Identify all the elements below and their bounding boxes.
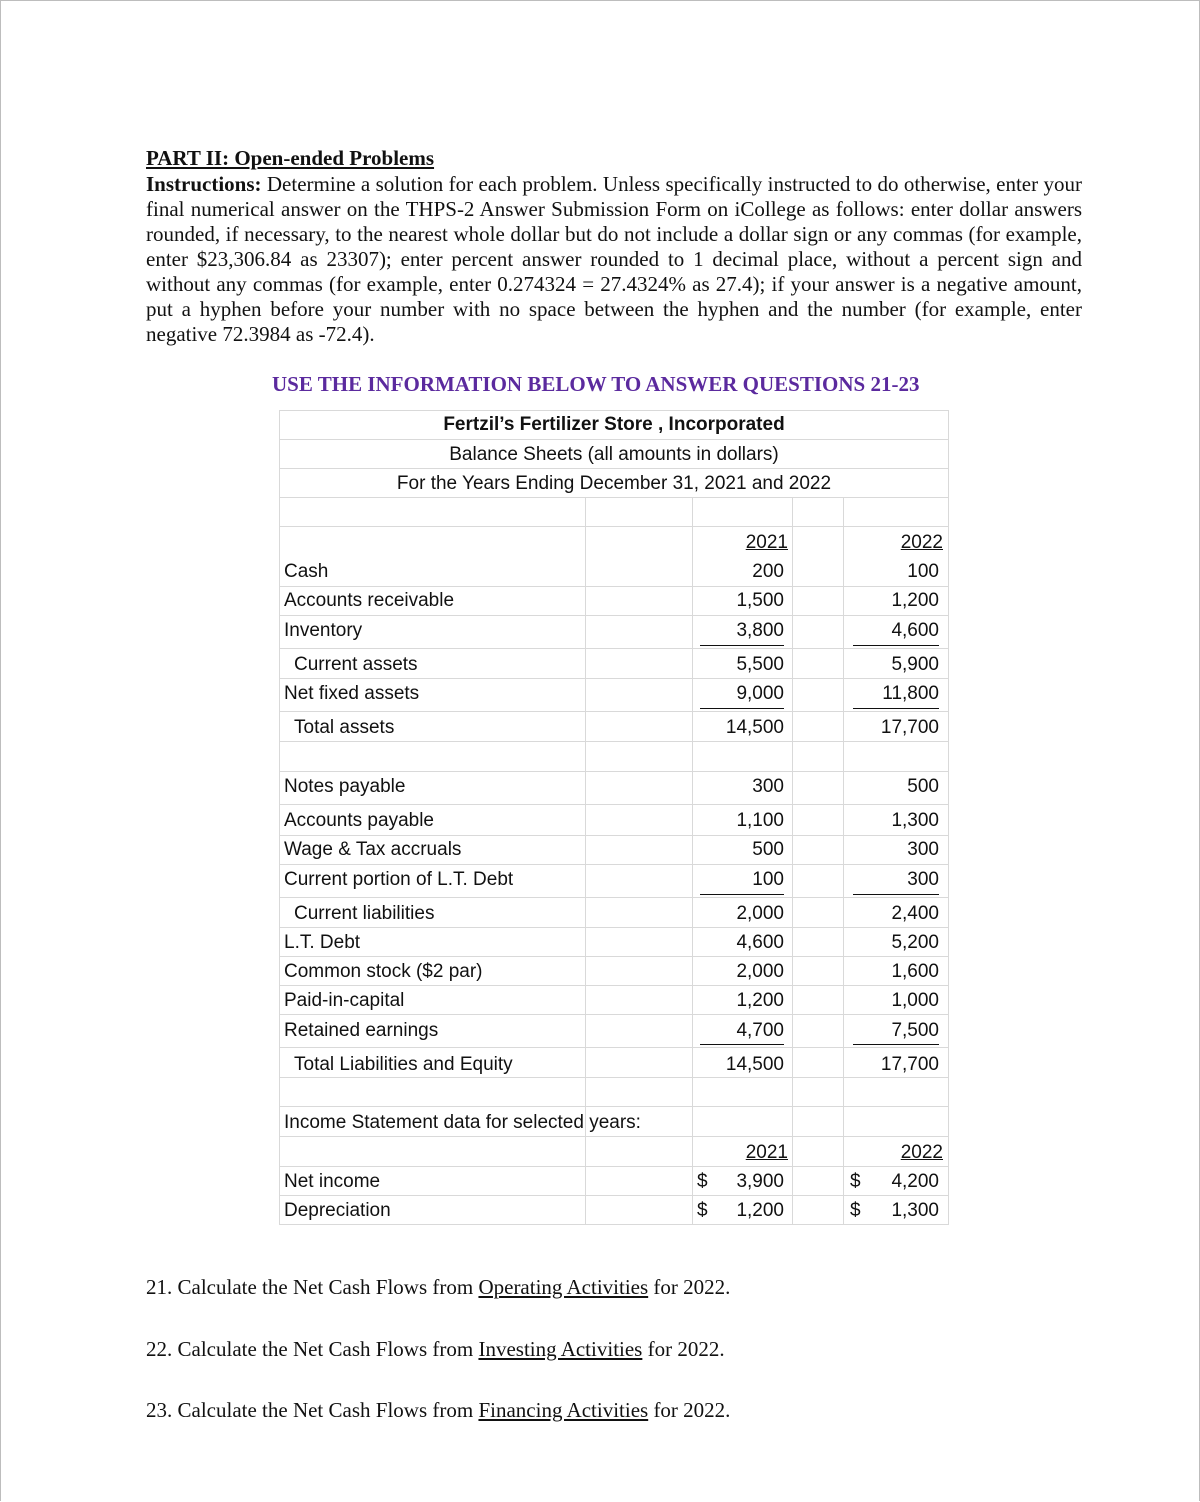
value-net-fixed-assets-2022: 11,800 xyxy=(882,683,939,704)
grid-line xyxy=(279,1136,949,1137)
grid-line xyxy=(279,497,949,498)
grid-line xyxy=(279,927,949,928)
row-label-current-assets: Current assets xyxy=(294,654,418,675)
value-accounts-payable-2021: 1,100 xyxy=(736,810,784,831)
row-label-accounts-payable: Accounts payable xyxy=(284,810,434,831)
value-current-liabilities-2021: 2,000 xyxy=(736,903,784,924)
question-21 xyxy=(146,1275,730,1300)
value-notes-payable-2021: 300 xyxy=(752,776,784,797)
grid-line xyxy=(279,586,949,587)
underline xyxy=(700,645,784,646)
grid-line xyxy=(279,897,949,898)
question-text: for 2022. xyxy=(642,1337,725,1361)
row-label-total-liabilities-equity: Total Liabilities and Equity xyxy=(294,1054,513,1075)
value-depreciation-2021: 1,200 xyxy=(736,1200,784,1221)
value-total-liabilities-equity-2022: 17,700 xyxy=(880,1054,939,1075)
income-statement-title: Income Statement data for selected years: xyxy=(284,1112,641,1133)
row-label-inventory: Inventory xyxy=(284,620,363,641)
value-net-income-2021: 3,900 xyxy=(736,1171,784,1192)
grid-line xyxy=(279,1014,949,1015)
underline xyxy=(853,708,939,709)
grid-line xyxy=(279,711,949,712)
question-22 xyxy=(146,1337,725,1362)
instructions-label: Instructions: xyxy=(146,172,262,196)
value-paid-in-capital-2021: 1,200 xyxy=(736,990,784,1011)
underline xyxy=(700,894,784,895)
underline xyxy=(700,708,784,709)
value-lt-debt-2021: 4,600 xyxy=(736,932,784,953)
value-depreciation-2022: 1,300 xyxy=(891,1200,939,1221)
part-title: PART II: Open-ended Problems xyxy=(146,146,435,170)
value-accounts-receivable-2021: 1,500 xyxy=(736,590,784,611)
row-label-paid-in-capital: Paid-in-capital xyxy=(284,990,405,1011)
question-topic: Operating Activities xyxy=(478,1275,649,1299)
grid-line xyxy=(279,804,949,805)
year-header-2022: 2022 xyxy=(900,532,943,553)
question-text: for 2022. xyxy=(648,1398,731,1422)
grid-line xyxy=(279,835,949,836)
value-total-assets-2021: 14,500 xyxy=(725,717,784,738)
row-label-current-liabilities: Current liabilities xyxy=(294,903,435,924)
value-lt-debt-2022: 5,200 xyxy=(891,932,939,953)
grid-line xyxy=(279,468,949,469)
instructions xyxy=(146,172,1082,347)
underline xyxy=(700,1044,784,1045)
grid-line xyxy=(279,956,949,957)
grid-line xyxy=(279,1224,949,1225)
value-wage-tax-accruals-2022: 300 xyxy=(907,839,939,860)
underline xyxy=(853,1044,939,1045)
value-cash-2021: 200 xyxy=(752,561,784,582)
grid-line xyxy=(279,985,949,986)
value-total-assets-2022: 17,700 xyxy=(880,717,939,738)
grid-line xyxy=(792,497,793,1225)
row-label-wage-tax-accruals: Wage & Tax accruals xyxy=(284,839,462,860)
value-accounts-receivable-2022: 1,200 xyxy=(891,590,939,611)
question-23 xyxy=(146,1398,730,1423)
income-year-header-2022: 2022 xyxy=(900,1142,943,1163)
grid-line xyxy=(279,771,949,772)
underline xyxy=(853,645,939,646)
grid-line xyxy=(279,439,949,440)
currency-depreciation-2022: $ xyxy=(850,1200,861,1221)
value-net-income-2022: 4,200 xyxy=(891,1171,939,1192)
value-current-assets-2021: 5,500 xyxy=(736,654,784,675)
row-label-lt-debt: L.T. Debt xyxy=(284,932,361,953)
value-wage-tax-accruals-2021: 500 xyxy=(752,839,784,860)
row-label-retained-earnings: Retained earnings xyxy=(284,1020,439,1041)
sheet-subtitle: Balance Sheets (all amounts in dollars) xyxy=(449,444,779,465)
value-retained-earnings-2021: 4,700 xyxy=(736,1020,784,1041)
grid-line xyxy=(279,678,949,679)
company-name: Fertzil’s Fertilizer Store , Incorporated xyxy=(443,414,785,435)
currency-net-income-2022: $ xyxy=(850,1171,861,1192)
grid-line xyxy=(279,526,949,527)
year-header-2021: 2021 xyxy=(745,532,788,553)
grid-line xyxy=(948,410,949,1225)
row-label-current-portion-lt-debt: Current portion of L.T. Debt xyxy=(284,869,514,890)
value-common-stock-2021: 2,000 xyxy=(736,961,784,982)
grid-line xyxy=(279,1077,949,1078)
underline xyxy=(853,894,939,895)
value-current-liabilities-2022: 2,400 xyxy=(891,903,939,924)
grid-line xyxy=(279,1047,949,1048)
value-notes-payable-2022: 500 xyxy=(907,776,939,797)
value-inventory-2021: 3,800 xyxy=(736,620,784,641)
row-label-notes-payable: Notes payable xyxy=(284,776,406,797)
row-label-net-income: Net income xyxy=(284,1171,381,1192)
row-label-common-stock: Common stock ($2 par) xyxy=(284,961,483,982)
grid-line xyxy=(279,410,949,411)
value-cash-2022: 100 xyxy=(907,561,939,582)
question-text: 21. Calculate the Net Cash Flows from xyxy=(146,1275,479,1299)
value-common-stock-2022: 1,600 xyxy=(891,961,939,982)
grid-line xyxy=(279,864,949,865)
question-topic: Financing Activities xyxy=(478,1398,649,1422)
value-inventory-2022: 4,600 xyxy=(891,620,939,641)
value-paid-in-capital-2022: 1,000 xyxy=(891,990,939,1011)
row-label-net-fixed-assets: Net fixed assets xyxy=(284,683,420,704)
question-text: for 2022. xyxy=(648,1275,731,1299)
grid-line xyxy=(279,648,949,649)
grid-line xyxy=(279,1166,949,1167)
grid-line xyxy=(279,1195,949,1196)
grid-line xyxy=(279,741,949,742)
row-label-accounts-receivable: Accounts receivable xyxy=(284,590,455,611)
currency-net-income-2021: $ xyxy=(697,1171,708,1192)
value-accounts-payable-2022: 1,300 xyxy=(891,810,939,831)
row-label-total-assets: Total assets xyxy=(294,717,395,738)
instructions-text: Determine a solution for each problem. Unless specifically instructed to do otherwise, enter your final numerical answer on the THPS-2 Answer Submission Form on iCollege as follows: enter dollar answers rounded, if necessary, to the nearest whole dollar but do not include a dollar sign or any commas (for example, enter $23,306.84 as 23307); enter percent answer rounded to 1 decimal place, without a percent sign and without any commas (for example, enter 0.274324 = 27.4324% as 27.4); if your answer is a negative amount, put a hyphen before your number with no space between the hyphen and the number (for example, enter negative 72.3984 as -72.4). xyxy=(146,172,1082,346)
value-net-fixed-assets-2021: 9,000 xyxy=(736,683,784,704)
income-year-header-2021: 2021 xyxy=(745,1142,788,1163)
value-total-liabilities-equity-2021: 14,500 xyxy=(725,1054,784,1075)
question-text: 22. Calculate the Net Cash Flows from xyxy=(146,1337,479,1361)
grid-line xyxy=(279,615,949,616)
currency-depreciation-2021: $ xyxy=(697,1200,708,1221)
sheet-period: For the Years Ending December 31, 2021 and 2022 xyxy=(396,473,832,494)
grid-line xyxy=(279,1106,949,1107)
value-current-assets-2022: 5,900 xyxy=(891,654,939,675)
value-current-portion-lt-debt-2021: 100 xyxy=(752,869,784,890)
row-label-depreciation: Depreciation xyxy=(284,1200,391,1221)
question-text: 23. Calculate the Net Cash Flows from xyxy=(146,1398,479,1422)
grid-line xyxy=(279,410,280,1225)
use-info-heading: USE THE INFORMATION BELOW TO ANSWER QUESTIONS 21-23 xyxy=(272,372,920,396)
row-label-cash: Cash xyxy=(284,561,329,582)
value-current-portion-lt-debt-2022: 300 xyxy=(907,869,939,890)
value-retained-earnings-2022: 7,500 xyxy=(891,1020,939,1041)
question-topic: Investing Activities xyxy=(478,1337,643,1361)
